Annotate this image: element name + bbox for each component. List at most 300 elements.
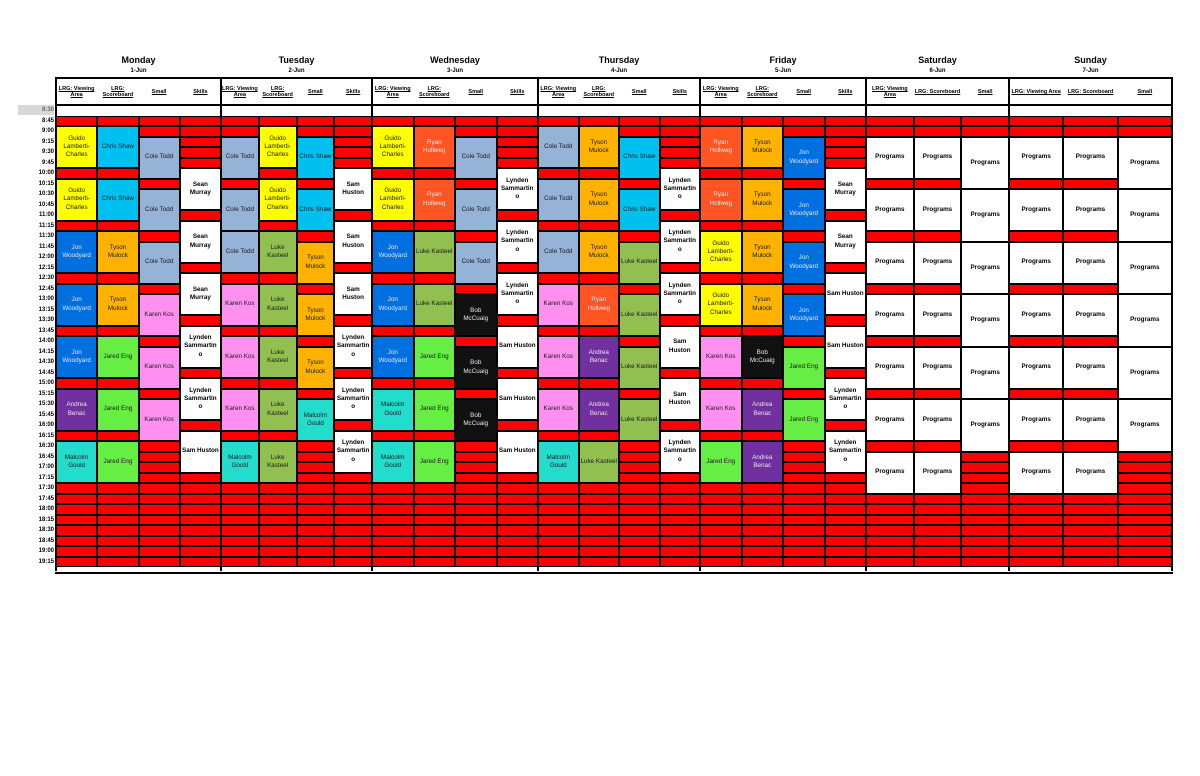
empty-slot[interactable] [334,158,372,169]
empty-slot[interactable] [619,504,660,515]
empty-slot[interactable] [742,273,784,284]
empty-slot[interactable] [619,515,660,526]
booking-block[interactable]: Programs [866,347,914,389]
empty-slot[interactable] [297,336,335,347]
empty-slot[interactable] [866,126,914,137]
empty-slot[interactable] [56,326,97,337]
booking-block[interactable]: Bob McCuaig [455,399,497,441]
empty-slot[interactable] [297,504,335,515]
empty-slot[interactable] [742,168,784,179]
booking-block[interactable]: Programs [866,399,914,441]
empty-slot[interactable] [579,494,620,505]
empty-slot[interactable] [538,504,579,515]
empty-slot[interactable] [334,483,372,494]
empty-slot[interactable] [1009,116,1063,127]
empty-slot[interactable] [538,536,579,547]
booking-block[interactable]: Chris Shaw [297,189,335,231]
booking-block[interactable]: Sam Huston [825,326,867,368]
booking-block[interactable]: Malcolm Gould [297,399,335,441]
empty-slot[interactable] [866,494,914,505]
empty-slot[interactable] [538,221,579,232]
empty-slot[interactable] [660,158,701,169]
booking-block[interactable]: Lynden Sammartin o [660,221,701,263]
empty-slot[interactable] [414,504,456,515]
booking-block[interactable]: Luke Kasteel [259,284,297,326]
empty-slot[interactable] [455,504,497,515]
empty-slot[interactable] [825,494,867,505]
booking-block[interactable]: Programs [866,294,914,336]
booking-block[interactable]: Lynden Sammartin o [825,378,867,420]
empty-slot[interactable] [660,116,701,127]
booking-block[interactable]: Tyson Mulock [579,179,620,221]
empty-slot[interactable] [579,557,620,568]
empty-slot[interactable] [221,515,259,526]
empty-slot[interactable] [700,273,742,284]
empty-slot[interactable] [866,336,914,347]
empty-slot[interactable] [180,368,221,379]
empty-slot[interactable] [139,515,180,526]
empty-slot[interactable] [825,158,867,169]
empty-slot[interactable] [866,504,914,515]
empty-slot[interactable] [334,210,372,221]
empty-slot[interactable] [497,525,539,536]
empty-slot[interactable] [619,494,660,505]
empty-slot[interactable] [334,368,372,379]
empty-slot[interactable] [866,546,914,557]
empty-slot[interactable] [497,116,539,127]
empty-slot[interactable] [1009,179,1063,190]
empty-slot[interactable] [660,473,701,484]
empty-slot[interactable] [660,515,701,526]
booking-block[interactable]: Chris Shaw [297,137,335,179]
booking-block[interactable]: Programs [1063,399,1117,441]
booking-block[interactable]: Lynden Sammartin o [334,431,372,473]
booking-block[interactable]: Karen Kos [700,336,742,378]
empty-slot[interactable] [259,515,297,526]
empty-slot[interactable] [914,557,962,568]
empty-slot[interactable] [414,431,456,442]
empty-slot[interactable] [1063,546,1117,557]
booking-block[interactable]: Jared Eng [414,389,456,431]
empty-slot[interactable] [660,546,701,557]
empty-slot[interactable] [414,168,456,179]
booking-block[interactable]: Luke Kasteel [619,294,660,336]
booking-block[interactable]: Karen Kos [139,294,180,336]
booking-block[interactable]: Malcolm Gould [221,441,259,483]
empty-slot[interactable] [56,221,97,232]
empty-slot[interactable] [455,452,497,463]
empty-slot[interactable] [139,557,180,568]
booking-block[interactable]: Programs [866,242,914,284]
empty-slot[interactable] [619,126,660,137]
booking-block[interactable]: Karen Kos [700,389,742,431]
empty-slot[interactable] [372,273,414,284]
empty-slot[interactable] [259,431,297,442]
empty-slot[interactable] [372,221,414,232]
booking-block[interactable]: Tyson Mulock [742,284,784,326]
empty-slot[interactable] [825,137,867,148]
booking-block[interactable]: Luke Kasteel [259,441,297,483]
empty-slot[interactable] [414,378,456,389]
empty-slot[interactable] [414,525,456,536]
booking-block[interactable]: Andrea Benac [579,336,620,378]
booking-block[interactable]: Ryan Hollweg [414,179,456,221]
empty-slot[interactable] [97,273,138,284]
empty-slot[interactable] [455,483,497,494]
booking-block[interactable]: Programs [1009,399,1063,441]
empty-slot[interactable] [97,536,138,547]
booking-block[interactable]: Cole Todd [221,137,259,179]
empty-slot[interactable] [825,483,867,494]
empty-slot[interactable] [414,483,456,494]
empty-slot[interactable] [619,441,660,452]
booking-block[interactable]: Andrea Benac [56,389,97,431]
booking-block[interactable]: Jared Eng [97,336,138,378]
empty-slot[interactable] [1009,557,1063,568]
empty-slot[interactable] [180,557,221,568]
empty-slot[interactable] [825,525,867,536]
booking-block[interactable]: Luke Kasteel [259,389,297,431]
booking-block[interactable]: Lynden Sammartin o [180,326,221,368]
empty-slot[interactable] [538,494,579,505]
booking-block[interactable]: Andrea Benac [742,389,784,431]
empty-slot[interactable] [221,431,259,442]
booking-block[interactable]: Programs [1063,242,1117,284]
booking-block[interactable]: Programs [866,137,914,179]
empty-slot[interactable] [334,473,372,484]
empty-slot[interactable] [825,315,867,326]
empty-slot[interactable] [455,441,497,452]
booking-block[interactable]: Jon Woodyard [783,294,825,336]
booking-block[interactable]: Programs [1063,137,1117,179]
empty-slot[interactable] [825,263,867,274]
empty-slot[interactable] [579,515,620,526]
empty-slot[interactable] [372,504,414,515]
booking-block[interactable]: Ryan Hollweg [700,126,742,168]
empty-slot[interactable] [497,368,539,379]
empty-slot[interactable] [579,221,620,232]
empty-slot[interactable] [700,504,742,515]
empty-slot[interactable] [1009,494,1063,505]
empty-slot[interactable] [180,116,221,127]
empty-slot[interactable] [1063,515,1117,526]
empty-slot[interactable] [961,462,1009,473]
empty-slot[interactable] [783,494,825,505]
booking-block[interactable]: Guido Lamberti-Charles [372,126,414,168]
booking-block[interactable]: Programs [1009,189,1063,231]
empty-slot[interactable] [180,137,221,148]
empty-slot[interactable] [259,504,297,515]
empty-slot[interactable] [1063,494,1117,505]
booking-block[interactable]: Karen Kos [139,347,180,389]
empty-slot[interactable] [825,368,867,379]
empty-slot[interactable] [334,263,372,274]
empty-slot[interactable] [660,494,701,505]
empty-slot[interactable] [259,525,297,536]
empty-slot[interactable] [1118,452,1172,463]
empty-slot[interactable] [221,494,259,505]
booking-block[interactable]: Programs [1009,347,1063,389]
empty-slot[interactable] [579,168,620,179]
empty-slot[interactable] [139,536,180,547]
empty-slot[interactable] [56,525,97,536]
empty-slot[interactable] [866,557,914,568]
booking-block[interactable]: Karen Kos [221,284,259,326]
booking-block[interactable]: Sean Murray [180,273,221,315]
empty-slot[interactable] [497,263,539,274]
empty-slot[interactable] [619,452,660,463]
empty-slot[interactable] [139,389,180,400]
empty-slot[interactable] [334,515,372,526]
booking-block[interactable]: Guido Lamberti-Charles [56,126,97,168]
empty-slot[interactable] [139,473,180,484]
booking-block[interactable]: Programs [914,137,962,179]
empty-slot[interactable] [139,483,180,494]
booking-block[interactable]: Guido Lamberti-Charles [700,231,742,273]
booking-block[interactable]: Karen Kos [139,399,180,441]
booking-block[interactable]: Jared Eng [700,441,742,483]
booking-block[interactable]: Programs [1063,294,1117,336]
empty-slot[interactable] [825,126,867,137]
empty-slot[interactable] [783,557,825,568]
empty-slot[interactable] [700,378,742,389]
empty-slot[interactable] [825,147,867,158]
empty-slot[interactable] [866,536,914,547]
empty-slot[interactable] [56,536,97,547]
empty-slot[interactable] [56,431,97,442]
booking-block[interactable]: Programs [914,452,962,494]
booking-block[interactable]: Jon Woodyard [372,336,414,378]
booking-block[interactable]: Tyson Mulock [742,179,784,221]
booking-block[interactable]: Karen Kos [221,389,259,431]
empty-slot[interactable] [914,116,962,127]
empty-slot[interactable] [700,326,742,337]
empty-slot[interactable] [297,494,335,505]
empty-slot[interactable] [1009,389,1063,400]
empty-slot[interactable] [783,483,825,494]
booking-block[interactable]: Sam Huston [497,326,539,368]
empty-slot[interactable] [455,473,497,484]
booking-block[interactable]: Programs [1009,137,1063,179]
booking-block[interactable]: Programs [914,189,962,231]
empty-slot[interactable] [497,494,539,505]
empty-slot[interactable] [742,546,784,557]
booking-block[interactable]: Guido Lamberti-Charles [56,179,97,221]
empty-slot[interactable] [914,179,962,190]
empty-slot[interactable] [334,126,372,137]
empty-slot[interactable] [455,389,497,400]
booking-block[interactable]: Guido Lamberti-Charles [372,179,414,221]
empty-slot[interactable] [139,126,180,137]
booking-block[interactable]: Sam Huston [497,431,539,473]
empty-slot[interactable] [455,494,497,505]
empty-slot[interactable] [961,126,1009,137]
empty-slot[interactable] [97,557,138,568]
empty-slot[interactable] [538,546,579,557]
booking-block[interactable]: Luke Kasteel [259,336,297,378]
empty-slot[interactable] [372,168,414,179]
booking-block[interactable]: Tyson Mulock [742,126,784,168]
booking-block[interactable]: Karen Kos [538,284,579,326]
empty-slot[interactable] [139,116,180,127]
booking-block[interactable]: Jon Woodyard [56,336,97,378]
empty-slot[interactable] [538,515,579,526]
empty-slot[interactable] [455,126,497,137]
empty-slot[interactable] [538,483,579,494]
empty-slot[interactable] [455,462,497,473]
empty-slot[interactable] [742,504,784,515]
empty-slot[interactable] [866,525,914,536]
empty-slot[interactable] [221,546,259,557]
empty-slot[interactable] [660,504,701,515]
booking-block[interactable]: Guido Lamberti-Charles [700,284,742,326]
empty-slot[interactable] [455,284,497,295]
empty-slot[interactable] [56,378,97,389]
empty-slot[interactable] [97,116,138,127]
booking-block[interactable]: Sam Huston [660,326,701,368]
empty-slot[interactable] [619,336,660,347]
empty-slot[interactable] [497,126,539,137]
empty-slot[interactable] [414,536,456,547]
empty-slot[interactable] [97,326,138,337]
empty-slot[interactable] [297,525,335,536]
booking-block[interactable]: Programs [1118,189,1172,242]
empty-slot[interactable] [619,179,660,190]
empty-slot[interactable] [1118,525,1172,536]
booking-block[interactable]: Jon Woodyard [372,231,414,273]
empty-slot[interactable] [660,536,701,547]
empty-slot[interactable] [1009,525,1063,536]
empty-slot[interactable] [455,525,497,536]
empty-slot[interactable] [579,116,620,127]
empty-slot[interactable] [334,525,372,536]
empty-slot[interactable] [914,336,962,347]
empty-slot[interactable] [180,483,221,494]
empty-slot[interactable] [372,557,414,568]
empty-slot[interactable] [1118,126,1172,137]
empty-slot[interactable] [414,273,456,284]
empty-slot[interactable] [538,431,579,442]
empty-slot[interactable] [414,557,456,568]
empty-slot[interactable] [221,536,259,547]
empty-slot[interactable] [334,557,372,568]
empty-slot[interactable] [139,231,180,242]
booking-block[interactable]: Jared Eng [97,441,138,483]
empty-slot[interactable] [914,515,962,526]
empty-slot[interactable] [914,389,962,400]
empty-slot[interactable] [56,494,97,505]
empty-slot[interactable] [783,126,825,137]
empty-slot[interactable] [961,557,1009,568]
empty-slot[interactable] [742,515,784,526]
empty-slot[interactable] [259,494,297,505]
empty-slot[interactable] [1118,504,1172,515]
booking-block[interactable]: Tyson Mulock [297,294,335,336]
empty-slot[interactable] [961,494,1009,505]
booking-block[interactable]: Tyson Mulock [579,126,620,168]
empty-slot[interactable] [139,441,180,452]
empty-slot[interactable] [619,473,660,484]
empty-slot[interactable] [139,284,180,295]
empty-slot[interactable] [660,420,701,431]
empty-slot[interactable] [180,525,221,536]
empty-slot[interactable] [700,494,742,505]
booking-block[interactable]: Luke Kasteel [579,441,620,483]
empty-slot[interactable] [660,210,701,221]
empty-slot[interactable] [961,504,1009,515]
empty-slot[interactable] [825,210,867,221]
empty-slot[interactable] [1118,515,1172,526]
empty-slot[interactable] [56,483,97,494]
empty-slot[interactable] [497,473,539,484]
empty-slot[interactable] [221,116,259,127]
booking-block[interactable]: Programs [961,294,1009,347]
empty-slot[interactable] [180,536,221,547]
empty-slot[interactable] [97,546,138,557]
booking-block[interactable]: Cole Todd [221,189,259,231]
empty-slot[interactable] [1118,483,1172,494]
empty-slot[interactable] [139,336,180,347]
empty-slot[interactable] [1118,462,1172,473]
empty-slot[interactable] [455,231,497,242]
empty-slot[interactable] [914,504,962,515]
empty-slot[interactable] [660,525,701,536]
booking-block[interactable]: Tyson Mulock [97,231,138,273]
empty-slot[interactable] [783,546,825,557]
empty-slot[interactable] [139,462,180,473]
booking-block[interactable]: Programs [866,452,914,494]
empty-slot[interactable] [221,378,259,389]
empty-slot[interactable] [1063,284,1117,295]
booking-block[interactable]: Tyson Mulock [742,231,784,273]
empty-slot[interactable] [334,420,372,431]
booking-block[interactable]: Programs [1118,347,1172,400]
empty-slot[interactable] [97,221,138,232]
booking-block[interactable]: Karen Kos [221,336,259,378]
empty-slot[interactable] [538,168,579,179]
empty-slot[interactable] [1063,441,1117,452]
booking-block[interactable]: Karen Kos [538,336,579,378]
empty-slot[interactable] [660,368,701,379]
empty-slot[interactable] [180,315,221,326]
empty-slot[interactable] [619,116,660,127]
empty-slot[interactable] [297,389,335,400]
empty-slot[interactable] [334,147,372,158]
empty-slot[interactable] [866,179,914,190]
booking-block[interactable]: Cole Todd [538,179,579,221]
empty-slot[interactable] [414,546,456,557]
empty-slot[interactable] [259,557,297,568]
empty-slot[interactable] [660,315,701,326]
empty-slot[interactable] [619,546,660,557]
empty-slot[interactable] [914,525,962,536]
empty-slot[interactable] [825,515,867,526]
empty-slot[interactable] [783,389,825,400]
empty-slot[interactable] [334,504,372,515]
booking-block[interactable]: Cole Todd [455,242,497,284]
empty-slot[interactable] [660,137,701,148]
booking-block[interactable]: Sam Huston [497,378,539,420]
booking-block[interactable]: Chris Shaw [619,189,660,231]
empty-slot[interactable] [1063,179,1117,190]
empty-slot[interactable] [619,536,660,547]
empty-slot[interactable] [1009,336,1063,347]
empty-slot[interactable] [259,273,297,284]
booking-block[interactable]: Luke Kasteel [414,231,456,273]
empty-slot[interactable] [297,441,335,452]
empty-slot[interactable] [497,515,539,526]
empty-slot[interactable] [414,494,456,505]
